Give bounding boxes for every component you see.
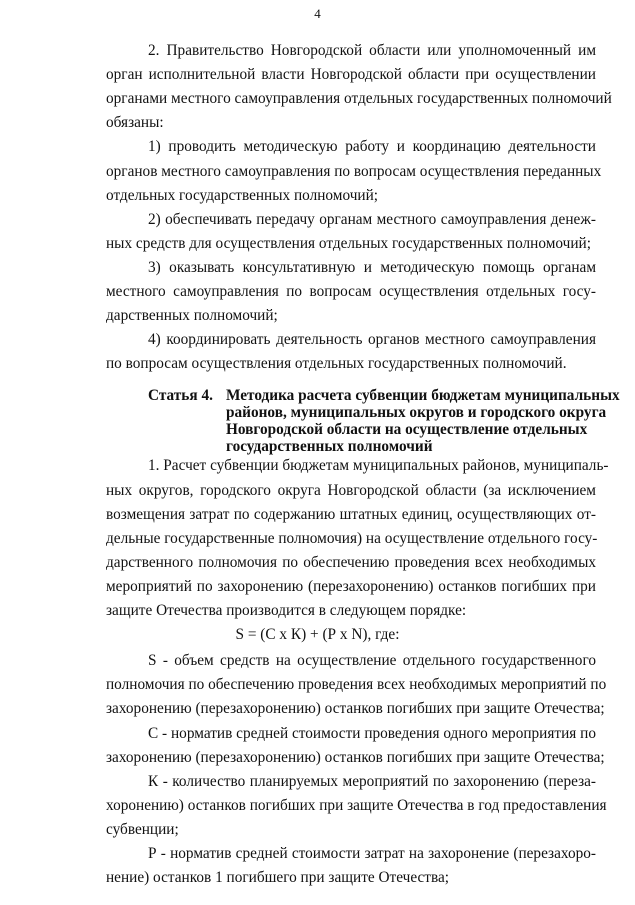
list-item-line: 1) проводить методическую работу и координацию деятельности — [148, 138, 596, 156]
definition-line: субвенции; — [106, 820, 179, 838]
paragraph-line: органами местного самоуправления отдельных государственных полномочий — [106, 90, 612, 108]
definition-line: Р - норматив средней стоимости затрат на захоронение (перезахоро- — [148, 845, 596, 862]
list-item-line: 2) обеспечивать передачу органам местного самоуправления денеж- — [148, 210, 596, 228]
definition-line: К - количество планируемых мероприятий по захоронению (переза- — [148, 772, 596, 790]
paragraph-line: мероприятий по захоронению (перезахоронению) останков погибших при — [106, 577, 596, 595]
page-number: 4 — [314, 6, 321, 21]
definition-line: С - норматив средней стоимости проведения одного мероприятия по — [148, 724, 596, 742]
article-label: Статья 4. — [148, 387, 213, 405]
article-title-line: районов, муниципальных округов и городского округа — [226, 404, 607, 422]
list-item-line: отдельных государственных полномочий; — [106, 186, 379, 204]
list-item-line: местного самоуправления по вопросам осуществления отдельных госу- — [106, 283, 596, 300]
paragraph-line: обязаны: — [106, 114, 164, 132]
list-item-line: дарственных полномочий; — [106, 307, 278, 325]
definition-line: захоронению (перезахоронению) останков погибших при защите Отечества; — [106, 700, 605, 718]
list-item-line: по вопросам осуществления отдельных государственных полномочий. — [106, 355, 567, 373]
list-item-line: органов местного самоуправления по вопросам осуществления переданных — [106, 162, 602, 180]
paragraph-line: дарственного полномочия по обеспечению проведения всех необходимых — [106, 553, 596, 571]
article-title-line: государственных полномочий — [226, 438, 433, 456]
definition-line: S - объем средств на осуществление отдельного государственного — [148, 652, 596, 670]
article-title-line: Новгородской области на осуществление отдельных — [226, 421, 588, 439]
paragraph-line: возмещения затрат по содержанию штатных единиц, осуществляющих от- — [106, 505, 596, 523]
paragraph-line: дельные государственные полномочия) на осуществление отдельного госу- — [106, 529, 598, 547]
definition-line: захоронению (перезахоронению) останков погибших при защите Отечества; — [106, 748, 605, 766]
definition-line: хоронению) останков погибших при защите Отечества в год предоставления — [106, 796, 607, 814]
list-item-line: 3) оказывать консультативную и методическую помощь органам — [148, 258, 596, 276]
paragraph-line: орган исполнительной власти Новгородской области при осуществлении — [106, 66, 596, 84]
paragraph-line: ных округов, городского округа Новгородской области (за исключением — [106, 481, 596, 499]
list-item-line: ных средств для осуществления отдельных государственных полномочий; — [106, 234, 591, 252]
paragraph-line: 1. Расчет субвенции бюджетам муниципальных районов, муниципаль- — [148, 457, 609, 475]
definition-line: нение) останков 1 погибшего при защите Отечества; — [106, 869, 450, 887]
formula: S = (С х К) + (Р х N), где: — [235, 626, 400, 644]
list-item-line: 4) координировать деятельность органов местного самоуправления — [148, 331, 596, 349]
paragraph-line: защите Отечества производится в следующем порядке: — [106, 602, 467, 619]
paragraph-line: 2. Правительство Новгородской области или уполномоченный им — [148, 42, 596, 59]
definition-line: полномочия по обеспечению проведения всех необходимых мероприятий по — [106, 676, 607, 694]
article-title-line: Методика расчета субвенции бюджетам муниципальных — [226, 387, 620, 405]
